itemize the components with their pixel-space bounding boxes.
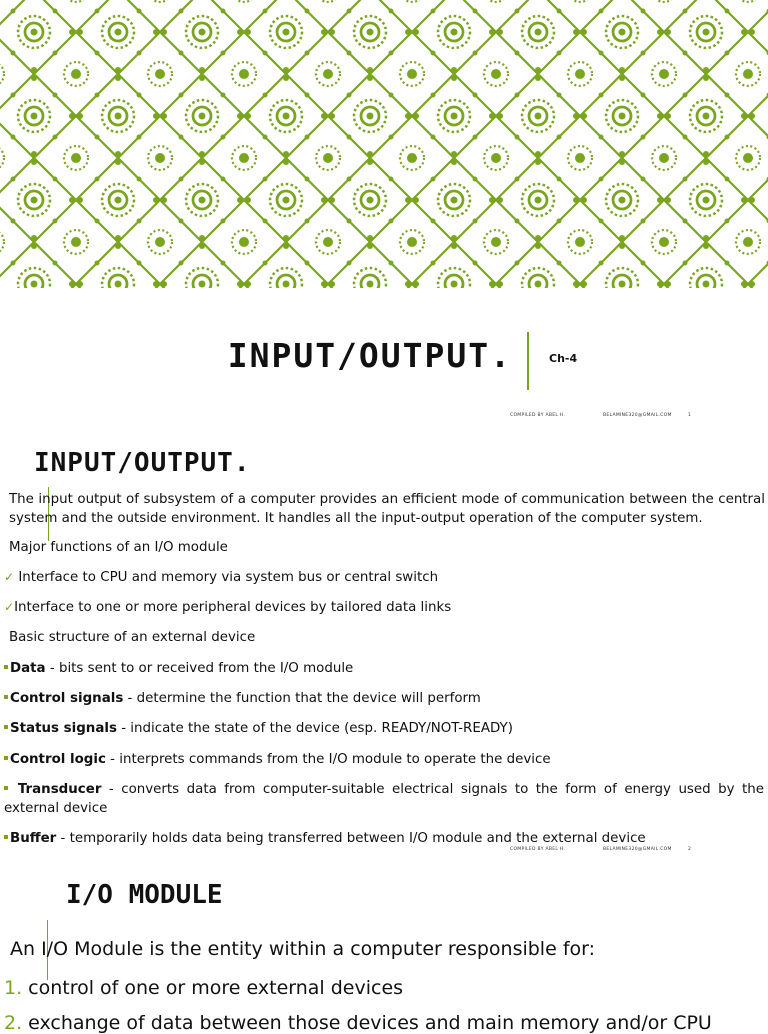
slide1-footer-page: 1	[688, 413, 692, 418]
square-bullet-icon	[4, 695, 8, 699]
list-item: 2. exchange of data between those devices and main memory and/or CPU	[4, 1012, 712, 1034]
slide1-footer-author: COMPILED BY ABEL H.	[510, 413, 566, 418]
decorative-pattern-banner	[0, 0, 768, 288]
slide2-intro-paragraph: The input output of subsystem of a computer provides an efficient mode of communication between the central system and the outside environment. It handles all the input-output operation of the computer system.	[9, 492, 765, 526]
list-item: Status signals - indicate the state of the device (esp. READY/NOT-READY)	[4, 719, 760, 738]
square-bullet-icon	[4, 786, 8, 790]
slide2-footer-page: 2	[688, 847, 692, 852]
basic-structure-heading: Basic structure of an external device	[9, 630, 256, 645]
slide1-footer-email: BELAMINE320@GMAIL.COM	[603, 413, 672, 418]
checkmark-icon: ✓	[4, 570, 15, 584]
major-functions-heading: Major functions of an I/O module	[9, 540, 228, 555]
slide3-title: I/O MODULE	[66, 880, 223, 910]
list-item: Control logic - interprets commands from the I/O module to operate the device	[4, 750, 760, 769]
list-item: 1. control of one or more external devices	[4, 977, 404, 999]
item-number: 1.	[4, 977, 23, 999]
list-item: Control signals - determine the function that the device will perform	[4, 689, 760, 708]
list-item: ✓ Interface to CPU and memory via system bus or central switch	[4, 570, 439, 585]
square-bullet-icon	[4, 725, 8, 729]
list-item: Transducer - converts data from computer-suitable electrical signals to the form of energy used by the external device	[4, 782, 764, 816]
list-item: Buffer - temporarily holds data being transferred between I/O module and the external device	[4, 829, 760, 848]
slide3-intro: An I/O Module is the entity within a computer responsible for:	[10, 938, 596, 960]
slide1-chapter-label: Ch-4	[549, 352, 578, 365]
checkmark-icon: ✓	[4, 600, 15, 614]
square-bullet-icon	[4, 835, 8, 839]
slide2-footer-email: BELAMINE320@GMAIL.COM	[603, 847, 672, 852]
square-bullet-icon	[4, 665, 8, 669]
item-number: 2.	[4, 1012, 23, 1034]
square-bullet-icon	[4, 756, 8, 760]
list-item: Data - bits sent to or received from the I/O module	[4, 659, 760, 678]
slide1-accent-divider	[527, 332, 529, 390]
list-item: ✓Interface to one or more peripheral devices by tailored data links	[4, 600, 452, 615]
slide2-title: INPUT/OUTPUT.	[34, 448, 251, 478]
slide2-footer-author: COMPILED BY ABEL H.	[510, 847, 566, 852]
slide1-title: INPUT/OUTPUT.	[227, 336, 512, 375]
